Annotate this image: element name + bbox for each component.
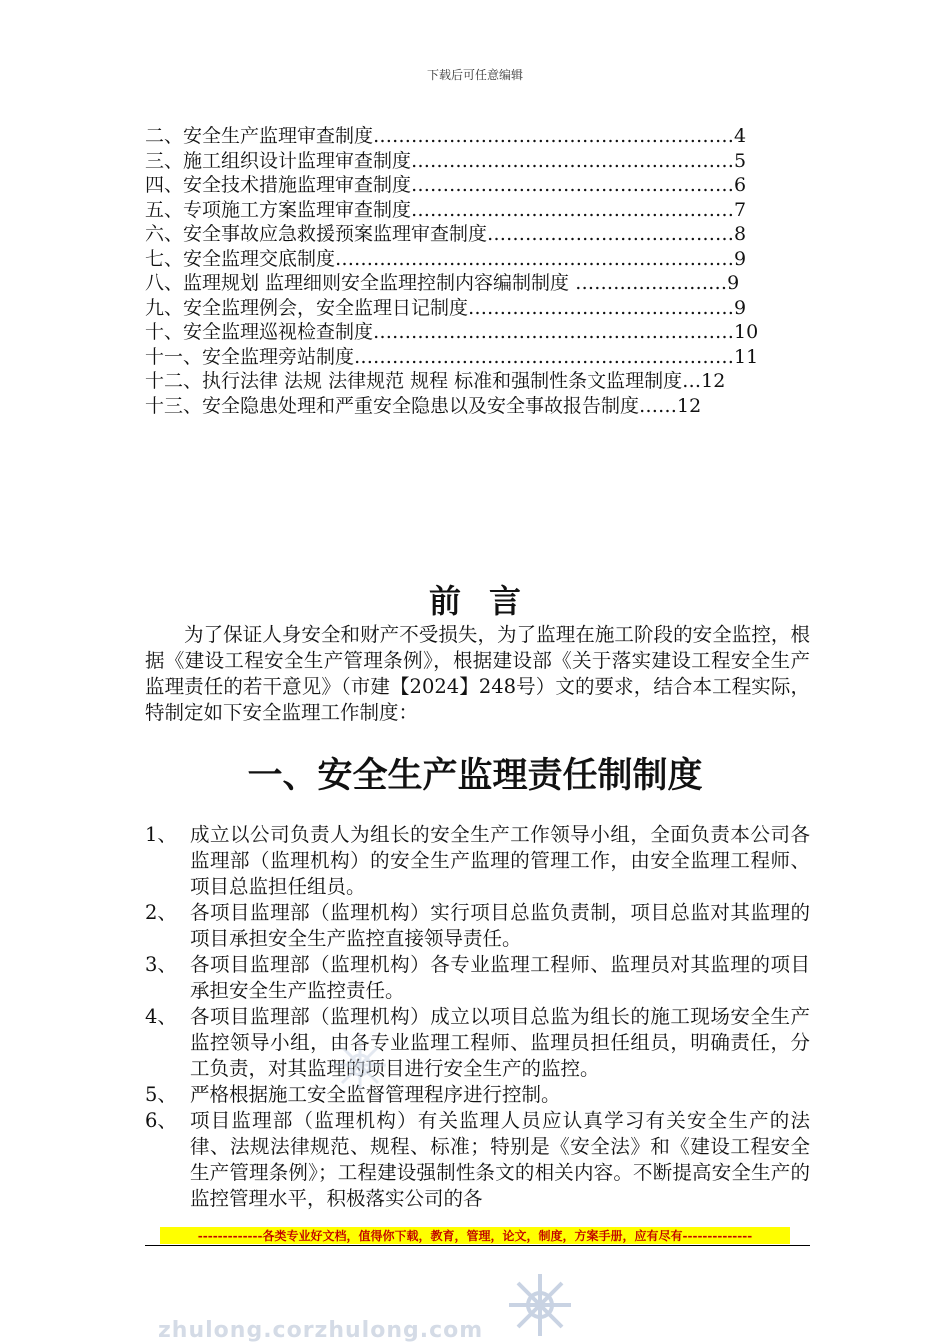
toc-entry[interactable]: 七、安全监理交底制度………………………………………………………9 <box>145 247 747 270</box>
footer-promo-banner: -------------各类专业好文档，值得你下载，教育，管理，论文，制度，方案手册，应有尽有-------------- <box>160 1227 790 1244</box>
list-item-number: 6、 <box>145 1109 177 1132</box>
preface-paragraph: 为了保证人身安全和财产不受损失，为了监理在施工阶段的安全监控，根据《建设工程安全生产管理条例》，根据建设部《关于落实建设工程安全生产监理责任的若干意见》（市建【2024】248号）文的要求，结合本工程实际，特制定如下安全监理工作制度： <box>145 623 810 724</box>
list-item-text: 严格根据施工安全监督管理程序进行控制。 <box>190 1083 561 1106</box>
list-item-text: 各项目监理部（监理机构）成立以项目总监为组长的施工现场安全生产监控领导小组，由各专业监理工程师、监理员担任组员，明确责任，分工负责，对其监理的项目进行安全生产的监控。 <box>190 1005 810 1080</box>
toc-entry[interactable]: 四、安全技术措施监理审查制度……………………………………………6 <box>145 174 747 196</box>
responsibility-list <box>145 822 810 1212</box>
watermark-text: zhulong.corzhulong.com <box>158 1318 484 1343</box>
toc-entry[interactable]: 十三、安全隐患处理和严重安全隐患以及安全事故报告制度……12 <box>145 394 702 417</box>
list-item-text: 各项目监理部（监理机构）各专业监理工程师、监理员对其监理的项目承担安全生产监控责任。 <box>190 953 810 1002</box>
list-item <box>145 1082 810 1108</box>
toc-entry[interactable]: 六、安全事故应急救援预案监理审查制度…………………………………8 <box>145 223 747 245</box>
list-item <box>145 1108 810 1212</box>
toc-entry[interactable]: 十、安全监理巡视检查制度…………………………………………………10 <box>145 321 759 343</box>
toc-entry[interactable]: 十一、安全监理旁站制度……………………………………………………11 <box>145 345 759 368</box>
footer-divider <box>145 1245 810 1246</box>
toc-entry[interactable]: 十二、执行法律 法规 法律规范 规程 标准和强制性条文监理制度…12 <box>145 370 726 392</box>
watermark-logo-icon <box>330 1035 390 1095</box>
list-item <box>145 822 810 900</box>
list-item-number: 5、 <box>145 1083 177 1106</box>
toc-entry[interactable]: 二、安全生产监理审查制度…………………………………………………4 <box>145 125 747 147</box>
preface-title: 前言 <box>428 582 549 620</box>
list-item <box>145 952 810 1004</box>
table-of-contents <box>145 124 810 418</box>
list-item-number: 2、 <box>145 901 177 924</box>
list-item <box>145 900 810 952</box>
list-item-number: 1、 <box>145 823 177 846</box>
toc-entry[interactable]: 五、专项施工方案监理审查制度……………………………………………7 <box>145 198 747 221</box>
list-item <box>145 1004 810 1082</box>
list-item-number: 3、 <box>145 953 177 976</box>
list-item-text: 成立以公司负责人为组长的安全生产工作领导小组，全面负责本公司各监理部（监理机构）的安全生产监理的管理工作，由安全监理工程师、项目总监担任组员。 <box>190 823 810 898</box>
toc-entry[interactable]: 八、监理规划 监理细则安全监理控制内容编制制度 ……………………9 <box>145 272 740 294</box>
list-item-text: 各项目监理部（监理机构）实行项目总监负责制，项目总监对其监理的项目承担安全生产监控直接领导责任。 <box>190 901 810 950</box>
toc-entry[interactable]: 三、施工组织设计监理审查制度……………………………………………5 <box>145 149 747 172</box>
page-header-note: 下载后可任意编辑 <box>426 68 523 82</box>
list-item-number: 4、 <box>145 1005 177 1028</box>
toc-entry[interactable]: 九、安全监理例会，安全监理日记制度……………………………………9 <box>145 296 747 319</box>
watermark-logo-icon <box>505 1270 575 1340</box>
section-title: 一、安全生产监理责任制制度 <box>247 755 703 796</box>
list-item-text: 项目监理部（监理机构）有关监理人员应认真学习有关安全生产的法律、法规法律规范、规程、标准；特别是《安全法》和《建设工程安全生产管理条例》；工程建设强制性条文的相关内容。不断提高安全生产的监控管理水平，积极落实公司的各 <box>190 1109 810 1210</box>
